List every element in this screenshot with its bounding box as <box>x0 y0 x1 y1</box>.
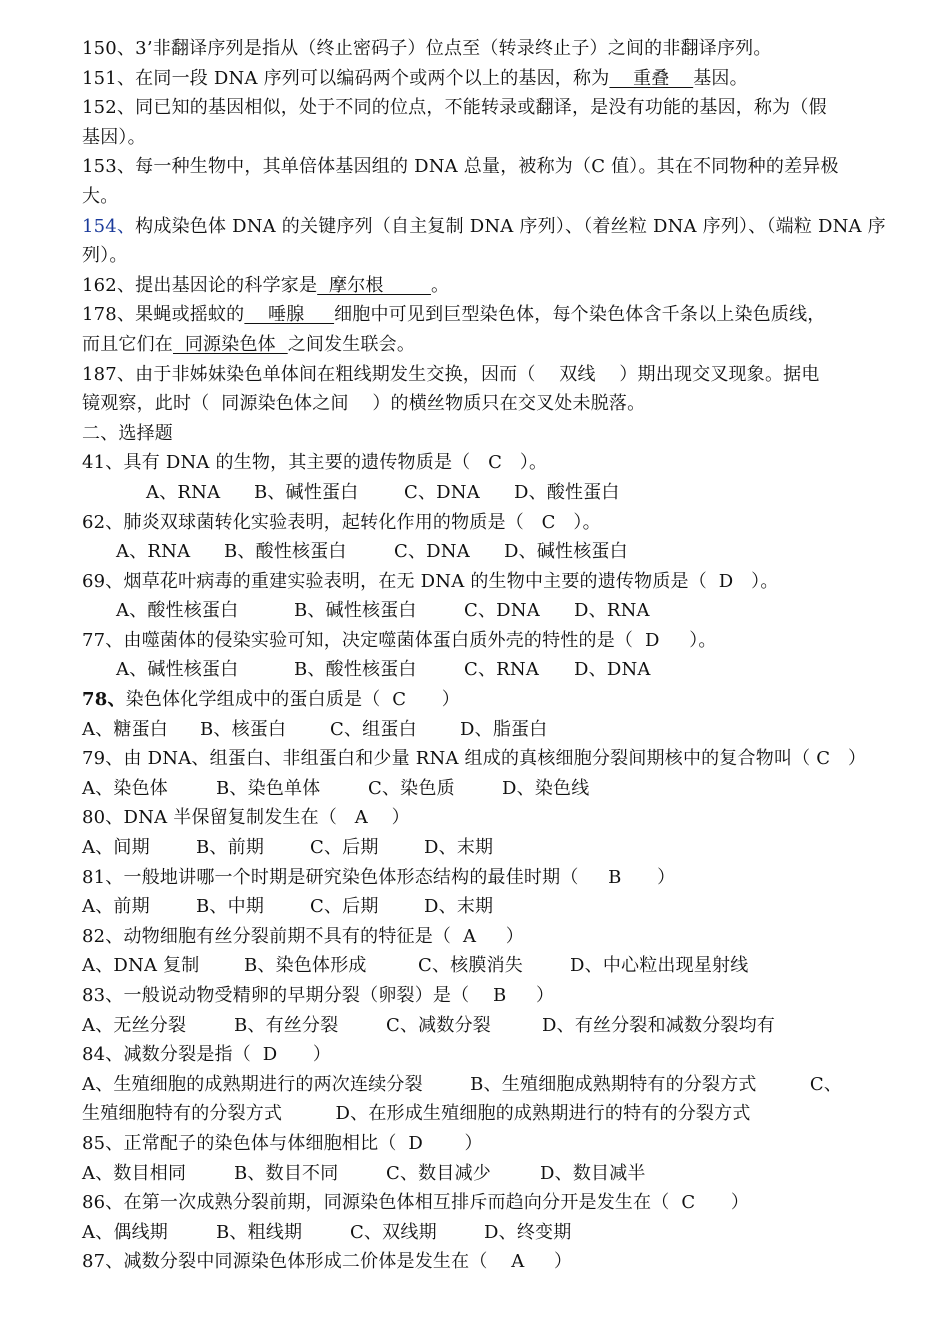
option-d: D、数目减半 <box>540 1162 646 1184</box>
option-c: C、DNA <box>394 541 470 563</box>
option-a: A、前期 <box>82 896 150 918</box>
option-d: D、终变期 <box>484 1221 572 1243</box>
question-81: 81、一般地讲哪一个时期是研究染色体形态结构的最佳时期（ B ） <box>82 866 676 888</box>
option-c: C、双线期 <box>350 1221 437 1243</box>
item-154: 154、构成染色体 DNA 的关键序列（自主复制 DNA 序列）、（着丝粒 DNA 序列）、（端粒 DNA 序 <box>82 215 886 237</box>
item-152: 152、同已知的基因相似，处于不同的位点，不能转录或翻译，是没有功能的基因，称为（假 <box>82 97 827 119</box>
item-187: 187、由于非姊妹染色单体间在粗线期发生交换，因而（ 双线 ）期出现交叉现象。据电 <box>82 363 820 385</box>
answer-blank: 摩尔根 <box>317 274 431 296</box>
question-87: 87、减数分裂中同源染色体形成二价体是发生在（ A ） <box>82 1251 573 1273</box>
item-162: 162、提出基因论的科学家是 摩尔根 。 <box>82 274 450 296</box>
question-69: 69、烟草花叶病毒的重建实验表明，在无 DNA 的生物中主要的遗传物质是（ D ）。 <box>82 570 779 592</box>
option-c: C、核膜消失 <box>418 955 523 977</box>
options-41 <box>82 478 882 508</box>
option-a: A、无丝分裂 <box>82 1014 187 1036</box>
options-85 <box>82 1159 882 1189</box>
option-a: A、DNA 复制 <box>82 955 200 977</box>
option-c: C、DNA <box>464 600 540 622</box>
question-62: 62、肺炎双球菌转化实验表明，起转化作用的物质是（ C ）。 <box>82 511 601 533</box>
option-c: C、减数分裂 <box>386 1014 491 1036</box>
item-153: 153、每一种生物中，其单倍体基因组的 DNA 总量，被称为（C 值）。其在不同物种的差异极 <box>82 156 839 178</box>
option-d: D、碱性核蛋白 <box>504 541 628 563</box>
item-187-cont: 镜观察，此时（ 同源染色体之间 ）的横丝物质只在交叉处未脱落。 <box>82 393 646 415</box>
options-79 <box>82 774 882 804</box>
option-a: A、糖蛋白 <box>82 718 168 740</box>
option-a: A、偶线期 <box>82 1221 168 1243</box>
option-c: C、组蛋白 <box>330 718 417 740</box>
option-a: A、RNA <box>146 481 221 503</box>
options-84-line1: A、生殖细胞的成熟期进行的两次连续分裂 B、生殖细胞成熟期特有的分裂方式 C、 <box>82 1073 843 1095</box>
option-d: D、酸性蛋白 <box>514 481 620 503</box>
option-d: D、DNA <box>574 659 651 681</box>
option-c: C、后期 <box>310 896 379 918</box>
item-150: 150、3’非翻译序列是指从（终止密码子）位点至（转录终止子）之间的非翻译序列。 <box>82 38 772 59</box>
options-77 <box>82 655 882 685</box>
option-a: A、间期 <box>82 837 150 859</box>
answer-blank: 同源染色体 <box>173 333 288 355</box>
item-178-cont: 而且它们在 同源染色体 之间发生联会。 <box>82 333 416 355</box>
question-79: 79、由 DNA、组蛋白、非组蛋白和少量 RNA 组成的真核细胞分裂间期核中的复合物叫（ C ） <box>82 748 867 770</box>
option-a: A、RNA <box>116 541 191 563</box>
option-b: B、酸性核蛋白 <box>224 541 347 563</box>
option-c: C、后期 <box>310 837 379 859</box>
option-c: C、数目减少 <box>386 1162 491 1184</box>
option-b: B、有丝分裂 <box>234 1014 339 1036</box>
options-78 <box>82 715 882 745</box>
option-b: B、碱性蛋白 <box>254 481 359 503</box>
option-b: B、酸性核蛋白 <box>294 659 417 681</box>
item-153-cont: 大。 <box>82 185 119 207</box>
options-83 <box>82 1011 882 1041</box>
question-84: 84、减数分裂是指（ D ） <box>82 1044 332 1066</box>
option-b: B、核蛋白 <box>200 718 287 740</box>
option-b: B、数目不同 <box>234 1162 339 1184</box>
question-82: 82、动物细胞有丝分裂前期不具有的特征是（ A ） <box>82 925 524 947</box>
option-b: B、染色单体 <box>216 777 321 799</box>
question-86: 86、在第一次成熟分裂前期，同源染色体相互排斥而趋向分开是发生在（ C ） <box>82 1192 750 1214</box>
option-d: D、末期 <box>424 896 494 918</box>
options-82 <box>82 951 882 981</box>
option-b: B、前期 <box>196 837 265 859</box>
option-d: D、脂蛋白 <box>460 718 548 740</box>
option-b: B、中期 <box>196 896 265 918</box>
item-152-cont: 基因）。 <box>82 126 146 148</box>
question-77: 77、由噬菌体的侵染实验可知，决定噬菌体蛋白质外壳的特性的是（ D ）。 <box>82 629 717 651</box>
option-c: C、RNA <box>464 659 540 681</box>
option-d: D、中心粒出现星射线 <box>570 955 749 977</box>
option-a: A、酸性核蛋白 <box>116 600 239 622</box>
option-b: B、碱性核蛋白 <box>294 600 417 622</box>
options-62 <box>82 537 882 567</box>
question-80: 80、DNA 半保留复制发生在（ A ） <box>82 807 410 829</box>
option-d: D、染色线 <box>502 777 590 799</box>
document-page <box>82 34 886 1277</box>
option-b: B、染色体形成 <box>244 955 367 977</box>
item-178: 178、果蝇或摇蚊的 唾腺 细胞中可见到巨型染色体，每个染色体含千条以上染色质线， <box>82 304 826 326</box>
options-81 <box>82 892 882 922</box>
option-a: A、染色体 <box>82 777 168 799</box>
options-80 <box>82 833 882 863</box>
answer-blank: 重叠 <box>609 67 694 89</box>
option-b: B、粗线期 <box>216 1221 303 1243</box>
option-c: C、染色质 <box>368 777 455 799</box>
answer-blank: 唾腺 <box>244 304 335 326</box>
option-d: D、有丝分裂和减数分裂均有 <box>542 1014 776 1036</box>
options-69 <box>82 596 882 626</box>
item-151: 151、在同一段 DNA 序列可以编码两个或两个以上的基因，称为 重叠 基因。 <box>82 67 748 89</box>
option-d: D、RNA <box>574 600 650 622</box>
options-84-line2: 生殖细胞特有的分裂方式 D、在形成生殖细胞的成熟期进行的特有的分裂方式 <box>82 1103 751 1125</box>
option-d: D、末期 <box>424 837 494 859</box>
item-154-cont: 列）。 <box>82 245 128 267</box>
question-85: 85、正常配子的染色体与体细胞相比（ D ） <box>82 1132 483 1154</box>
option-a: A、碱性核蛋白 <box>116 659 239 681</box>
option-a: A、数目相同 <box>82 1162 187 1184</box>
question-78: 78、染色体化学组成中的蛋白质是（ C ） <box>82 689 461 711</box>
section-title: 二、选择题 <box>82 422 173 444</box>
option-c: C、DNA <box>404 481 480 503</box>
options-86 <box>82 1218 882 1248</box>
question-41: 41、具有 DNA 的生物，其主要的遗传物质是（ C ）。 <box>82 452 548 474</box>
question-83: 83、一般说动物受精卵的早期分裂（卵裂）是（ B ） <box>82 985 555 1006</box>
